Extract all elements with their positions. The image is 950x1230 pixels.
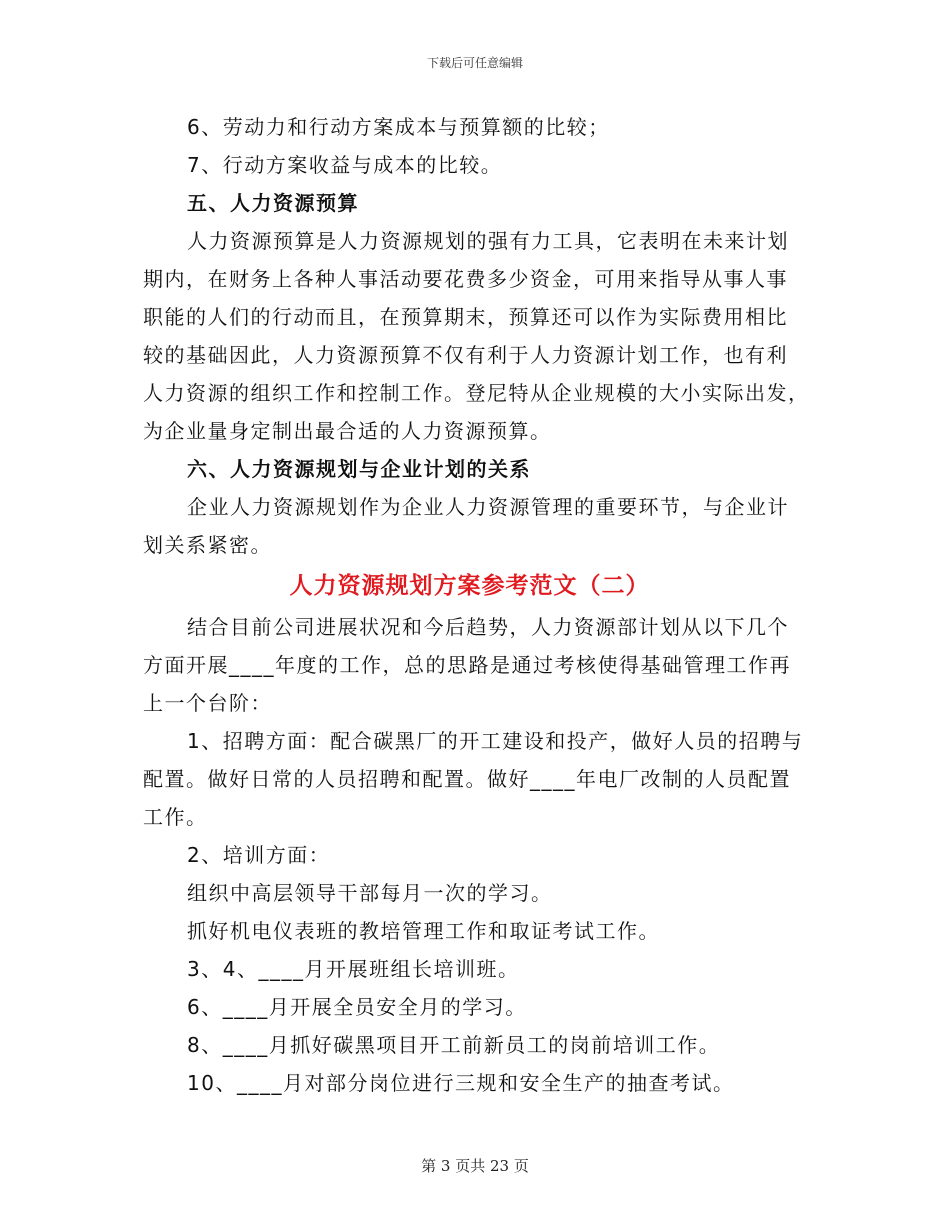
page-footer: 第 3 页共 23 页 <box>421 1157 529 1175</box>
section-heading: 五、人力资源预算 <box>187 191 359 215</box>
paragraph-line: 工作。 <box>143 805 208 829</box>
document-body <box>143 108 808 1102</box>
paragraph-line: 方面开展____年度的工作，总的思路是通过考核使得基础管理工作再 <box>143 653 791 677</box>
paragraph-line: 职能的人们的行动而且，在预算期末，预算还可以作为实际费用相比 <box>143 305 788 329</box>
list-item: 7、行动方案收益与成本的比较。 <box>187 153 503 177</box>
list-item: 2、培训方面： <box>187 843 331 867</box>
paragraph-line: 人力资源预算是人力资源规划的强有力工具，它表明在未来计划 <box>187 229 789 253</box>
page-header: 下载后可任意编辑 <box>426 56 523 70</box>
list-item: 6、劳动力和行动方案成本与预算额的比较； <box>187 115 610 139</box>
paragraph-line: 配置。做好日常的人员招聘和配置。做好____年电厂改制的人员配置 <box>143 767 791 791</box>
list-item: 抓好机电仪表班的教培管理工作和取证考试工作。 <box>187 919 660 943</box>
paragraph-line: 上一个台阶： <box>143 691 272 715</box>
list-item: 8、____月抓好碳黑项目开工前新员工的岗前培训工作。 <box>187 1033 721 1057</box>
paragraph-line: 期内，在财务上各种人事活动要花费多少资金，可用来指导从事人事 <box>143 267 788 291</box>
section-heading: 六、人力资源规划与企业计划的关系 <box>187 457 531 481</box>
list-item: 组织中高层领导干部每月一次的学习。 <box>187 881 553 905</box>
paragraph-line: 企业人力资源规划作为企业人力资源管理的重要环节，与企业计 <box>187 495 789 519</box>
paragraph-line: 为企业量身定制出最合适的人力资源预算。 <box>143 419 552 443</box>
paragraph-line: 较的基础因此，人力资源预算不仅有利于人力资源计划工作，也有利 <box>143 343 788 367</box>
paragraph-line: 1、招聘方面：配合碳黑厂的开工建设和投产，做好人员的招聘与 <box>187 729 804 753</box>
list-item: 6、____月开展全员安全月的学习。 <box>187 995 527 1019</box>
paragraph-line: 人力资源的组织工作和控制工作。登尼特从企业规模的大小实际出发， <box>143 381 810 405</box>
list-item: 10、____月对部分岗位进行三规和安全生产的抽查考试。 <box>187 1071 735 1095</box>
paragraph-line: 划关系紧密。 <box>143 533 272 557</box>
paragraph-line: 结合目前公司进展状况和今后趋势，人力资源部计划从以下几个 <box>187 615 789 639</box>
list-item: 3、4、____月开展班组长培训班。 <box>187 957 520 981</box>
article-title: 人力资源规划方案参考范文（二） <box>289 573 650 599</box>
